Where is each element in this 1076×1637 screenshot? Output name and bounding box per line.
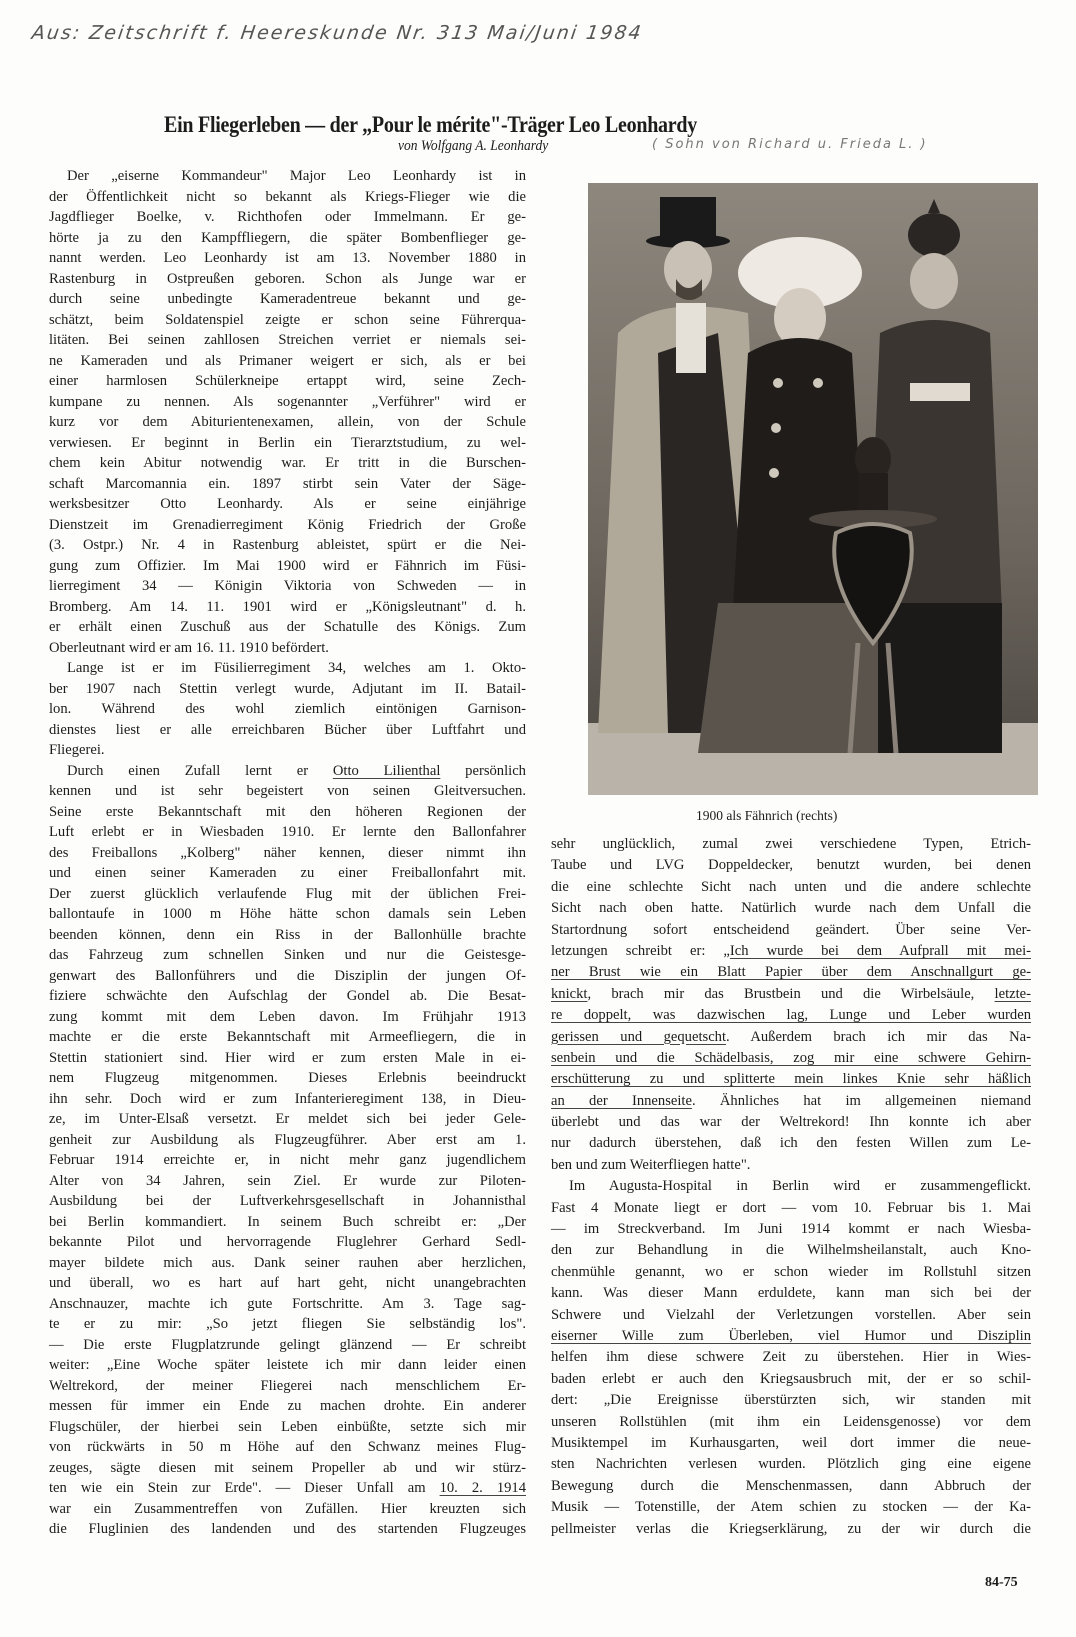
text-line: Lange ist er im Füsilierregiment 34, welches am 1. Okto- (67, 660, 526, 676)
text-line: Oberleutnant wird er am 16. 11. 1910 befördert. (49, 639, 329, 656)
text-segment: , brach mir das Brustbein und die Wirbelsäule, (587, 985, 995, 1002)
underlined-text: erschütterung zu und splitterte mein linkes Knie sehr häßlich (551, 1071, 1031, 1088)
text-line: Ausbildung bei der Luftverkehrsgesellschaft in Johannisthal (49, 1193, 526, 1209)
text-line: die Fluglinien des landenden und des startenden Flugzeuges (49, 1521, 526, 1537)
text-line: chenmühle genannt, wo er schon wieder im Rollstuhl sitzen (551, 1263, 1031, 1280)
text-line: Stettin stationiert sind. Hier wird er zum ersten Male in ei- (49, 1049, 526, 1066)
underlined-text: gerissen und gequetscht (551, 1028, 727, 1045)
text-line: ben und zum Weiterfliegen hatte". (551, 1156, 751, 1173)
text-line: weiter: „Eine Woche später leistete ich mir dann leider einen (49, 1357, 526, 1373)
text-line (551, 1091, 1031, 1112)
text-segment: letzungen schreibt er: „ (551, 942, 730, 959)
text-line: Startordnung sofort entscheidend geändert. Über seine Ver- (551, 921, 1031, 938)
text-line: durch seine unbedingte Kameradentreue bekannt und ge- (49, 291, 526, 307)
text-line: die eine schlechte Sicht nach unten und die andere schlechte (551, 878, 1031, 895)
text-line: Im Augusta-Hospital in Berlin wird er zusammengeflickt. (569, 1178, 1031, 1195)
text-line: te er zu mir: „So jetzt fliegen Sie selbständig los". (49, 1316, 526, 1332)
underlined-text: an der Innenseite (551, 1092, 692, 1109)
text-line: kann. Was dieser Mann erduldete, kann man sich bei der (551, 1285, 1031, 1302)
text-line: und einen seiner Kameraden zu einer Freiballonfahrt mit. (49, 865, 526, 881)
text-line: lon. Während des wohl ziemlich eintönigen Garnison- (49, 701, 526, 717)
text-line: das Fahrzeug zum schnellen Sinken und nur die Geistesge- (49, 947, 526, 963)
text-line: ze, im Unter-Elsaß versetzt. Er meldet sich bei jeder Gele- (49, 1111, 526, 1127)
text-line: Seine erste Bekanntschaft mit den höheren Regionen der (49, 803, 526, 820)
underlined-text: senbein und die Schädelbasis, zog mir eine schwere Gehirn- (551, 1049, 1031, 1066)
text-line: litäten. Bei seinen zahllosen Streichen verriet er niemals sei- (49, 332, 526, 348)
text-line (551, 1326, 1031, 1347)
text-line: den zur Behandlung in die Wilhelmsheilanstalt, auch Kno- (551, 1242, 1031, 1259)
photo-illustration (588, 183, 1038, 795)
text-line: gung zum Offizier. Im Mai 1900 wird er Fähnrich im Füsi- (49, 557, 526, 574)
text-line: Jagdflieger Boelke, v. Richthofen oder Immelmann. Er ge- (49, 209, 526, 225)
text-line: und überall, wo es hart auf hart geht, nicht unangebrachten (49, 1275, 526, 1291)
text-line: Der „eiserne Kommandeur" Major Leo Leonhardy ist in (67, 168, 526, 184)
text-line: pellmeister verlas die Kriegserklärung, zu der wir durch die (551, 1520, 1031, 1537)
underlined-text: Ich wurde bei dem Aufprall mit mei- (729, 942, 1031, 959)
article-byline: von Wolfgang A. Leonhardy (398, 138, 549, 154)
text-line: verwiesen. Er beginnt in Berlin ein Tierarztstudium, zu wel- (49, 434, 526, 451)
underlined-text: 10. 2. 1914 (439, 1480, 527, 1496)
text-line: überlebt und das war der Weltrekord! Ihn konnte ich aber (551, 1114, 1031, 1131)
text-line (551, 1069, 1031, 1090)
historical-photo (588, 183, 1038, 795)
text-line: ber 1907 nach Stettin verlegt wurde, Adjutant im II. Batail- (49, 680, 526, 697)
text-line: Der zuerst glücklich verlaufende Flug mit der üblichen Frei- (49, 885, 526, 902)
text-line: nem Flugzeug mitgenommen. Dieses Erlebnis beeindruckt (49, 1070, 526, 1086)
text-line: zung kommt mit dem Leben davon. Im Frühjahr 1913 (49, 1008, 526, 1025)
text-line: baden erlebt er auch den Kriegsausbruch mit, der er so schil- (551, 1370, 1031, 1387)
text-line: lierregiment 34 — Königin Viktoria von Schweden — in (49, 578, 526, 594)
text-line: helfen ihm diese schwere Zeit zu überstehen. Hier in Wies- (551, 1349, 1031, 1366)
text-line: hörte ja zu den Kampffliegern, die später Bombenflieger ge- (49, 229, 526, 246)
text-line: Dienstzeit im Grenadierregiment König Friedrich der Große (49, 516, 526, 533)
text-segment: persönlich (440, 762, 526, 779)
text-line: genheit zur Ausbildung als Flugzeugführer. Aber erst am 1. (49, 1131, 526, 1148)
underlined-text: ner Brust wie ein Blatt Papier über dem Anschnallgurt ge- (551, 964, 1031, 981)
text-line: Musiktempel im Kurhausgarten, weil dort immer die neue- (551, 1434, 1031, 1451)
text-line: des Freiballons „Kolberg" näher kennen, dieser nimmt ihn (49, 844, 526, 861)
text-line: messen für immer ein Ende zu machen drohte. Ein anderer (49, 1398, 526, 1414)
underlined-text: eiserner Wille zum Überleben, viel Humor und Disziplin (551, 1327, 1031, 1344)
text-line: Rastenburg in Ostpreußen geboren. Schon als Junge war er (49, 270, 526, 287)
text-line: schaft Marcomannia ein. 1897 stirbt sein Vater der Säge- (49, 475, 526, 492)
underlined-text: re doppelt, was dazwischen lag, Lunge und Leber wurden (551, 1007, 1031, 1024)
text-line: ihn sehr. Doch wird er zum Infanterieregiment 138, in Dieu- (49, 1090, 526, 1107)
text-segment: Durch einen Zufall lernt er (67, 762, 333, 779)
text-line: ne Kameraden und als Primaner weigert er sich, als er bei (49, 352, 526, 369)
text-line: einer harmlosen Schülerkneipe ertappt wird, seine Zech- (49, 373, 526, 389)
text-line: — Die erste Flugplatzrunde gelingt glänzend — Er schreibt (49, 1336, 526, 1353)
text-line: werksbesitzer Otto Leonhardy. Als er seine einjährige (49, 496, 526, 512)
text-line: Musik — Totenstille, der Atem schien zu stocken — der Ka- (551, 1499, 1031, 1516)
text-line: Flugschüler, der hierbei sein Leben einbüßte, setzte sich mir (49, 1418, 526, 1435)
text-line: fiziere schwächte den Aufschlag der Gondel ab. Die Besat- (49, 988, 526, 1004)
text-line: nannt werden. Leo Leonhardy ist am 13. November 1880 in (49, 250, 526, 266)
text-line: Februar 1914 erreichte er, in nicht mehr ganz jugendlichem (49, 1152, 526, 1168)
text-line: bei Berlin kommandiert. In seinem Buch schreibt er: „Der (49, 1213, 526, 1230)
text-line (551, 962, 1031, 983)
text-line: Bewegung durch die Menschenmassen, dann Abbruch der (551, 1477, 1031, 1494)
text-line: Sicht nach oben hatte. Natürlich wurde nach dem Unfall die (551, 900, 1031, 917)
text-line: chem kein Abitur notwendig war. Er tritt in die Burschen- (49, 455, 526, 471)
text-line: (3. Ostpr.) Nr. 4 in Rastenburg ableistet, spürt er die Nei- (49, 537, 526, 553)
text-line (551, 984, 1031, 1005)
right-text-column (551, 834, 1031, 1540)
text-line (551, 1027, 1031, 1048)
text-line: Fliegerei. (49, 742, 105, 758)
text-line: Taube und LVG Doppeldecker, benutzt wurden, bei denen (551, 857, 1031, 874)
text-line: Anschnauzer, machte ich gute Fortschritte. Am 3. Tage sag- (49, 1295, 526, 1312)
underlined-text: Otto Lilienthal (332, 762, 441, 779)
text-line: beenden können, denn ein Riss in der Ballonhülle brachte (49, 926, 526, 943)
text-line: unseren Rollstühlen (mit ihm ein Leidensgenosse) vor dem (551, 1413, 1031, 1430)
text-line: mayer bildete mich aus. Dank seiner rauhen aber herzlichen, (49, 1254, 526, 1271)
photo-caption: 1900 als Fähnrich (rechts) (696, 808, 838, 823)
text-line: war ein Zusammentreffen von Zufällen. Hier kreuzten sich (49, 1500, 526, 1517)
text-line (49, 1478, 526, 1499)
handwritten-source-note: Aus: Zeitschrift f. Heereskunde Nr. 313 Mai/Juni 1984 (30, 22, 645, 44)
article-title: Ein Fliegerleben — der „Pour le mérite"-Träger Leo Leonhardy (164, 112, 698, 137)
text-line: kennen und ist sehr begeistert von seinen Gleitversuchen. (49, 783, 526, 799)
text-line (551, 1005, 1031, 1026)
text-line: Fast 4 Monate liegt er dort — vom 10. Februar bis 1. Mai (551, 1199, 1031, 1216)
text-line: sten Nachrichten verlesen wurden. Plötzlich ging eine eigene (551, 1456, 1031, 1473)
text-line (49, 761, 526, 782)
text-segment: . Ähnliches hat im allgemeinen niemand (691, 1092, 1031, 1109)
text-line: Weltrekord, der meiner Fliegerei nach menschlichem Er- (49, 1377, 526, 1394)
text-segment: . Außerdem brach ich mir das Na- (726, 1028, 1031, 1045)
text-line: — im Streckverband. Im Juni 1914 kommt er nach Wiesba- (551, 1221, 1031, 1238)
handwritten-byline-note: ( Sohn von Richard u. Frieda L. ) (652, 137, 928, 152)
text-line: nur dadurch überstehen, daß ich den festen Willen zum Le- (551, 1135, 1031, 1152)
text-line: Alter von 34 Jahren, sein Ziel. Er wurde zur Piloten- (49, 1172, 526, 1189)
text-line: genwart des Ballonführers und die Disziplin der jungen Of- (49, 967, 526, 984)
text-line: bekannte Pilot und hervorragende Fluglehrer Gerhard Sedl- (49, 1234, 526, 1250)
underlined-text: knickt (551, 985, 588, 1002)
text-line: dert: „Die Ereignisse überstürzten sich, wir standen mit (551, 1392, 1031, 1409)
text-line: schätzt, beim Soldatenspiel zeigte er schon seine Führerqua- (49, 311, 526, 328)
text-line: Schwere und Vielzahl der Verletzungen vorstellen. Aber sein (551, 1306, 1031, 1323)
text-line: zeuges, sägte diesen mit seinem Propeller ab und wir stürz- (49, 1459, 526, 1476)
text-line: er erhält einen Zuschuß aus der Schatulle des Königs. Zum (49, 619, 526, 635)
text-line (551, 1048, 1031, 1069)
text-line (551, 941, 1031, 962)
text-line: Luft erlebt er in Wiesbaden 1910. Er lernte den Ballonfahrer (49, 824, 526, 840)
text-line: sehr unglücklich, zumal zwei verschiedene Typen, Etrich- (551, 836, 1031, 852)
left-text-column (49, 166, 526, 1540)
underlined-text: letzte- (994, 985, 1031, 1002)
text-line: kumpane zu nennen. Als sogenannter „Verführer" wird er (49, 393, 526, 410)
text-line: der Öffentlichkeit nicht so bekannt als Kriegs-Flieger wie die (49, 188, 526, 205)
text-line: machte er die erste Bekanntschaft mit Armeefliegern, die in (49, 1029, 526, 1045)
page-number: 84-75 (985, 1575, 1018, 1590)
text-line: von rückwärts in 50 m Höhe auf den Schwanz meines Flug- (49, 1439, 526, 1455)
text-segment: ten wie ein Stein zur Erde". — Dieser Unfall am (49, 1480, 440, 1496)
text-line: Bromberg. Am 14. 11. 1901 wird er „Königsleutnant" d. h. (49, 598, 526, 615)
text-line: kurz vor dem Abiturientenexamen, allein, von der Schule (49, 414, 526, 430)
text-line: dienstes liest er alle erreichbaren Bücher über Luftfahrt und (49, 721, 526, 738)
text-line: ballontaufe in 1000 m Höhe hätte schon damals sein Leben (49, 906, 526, 922)
